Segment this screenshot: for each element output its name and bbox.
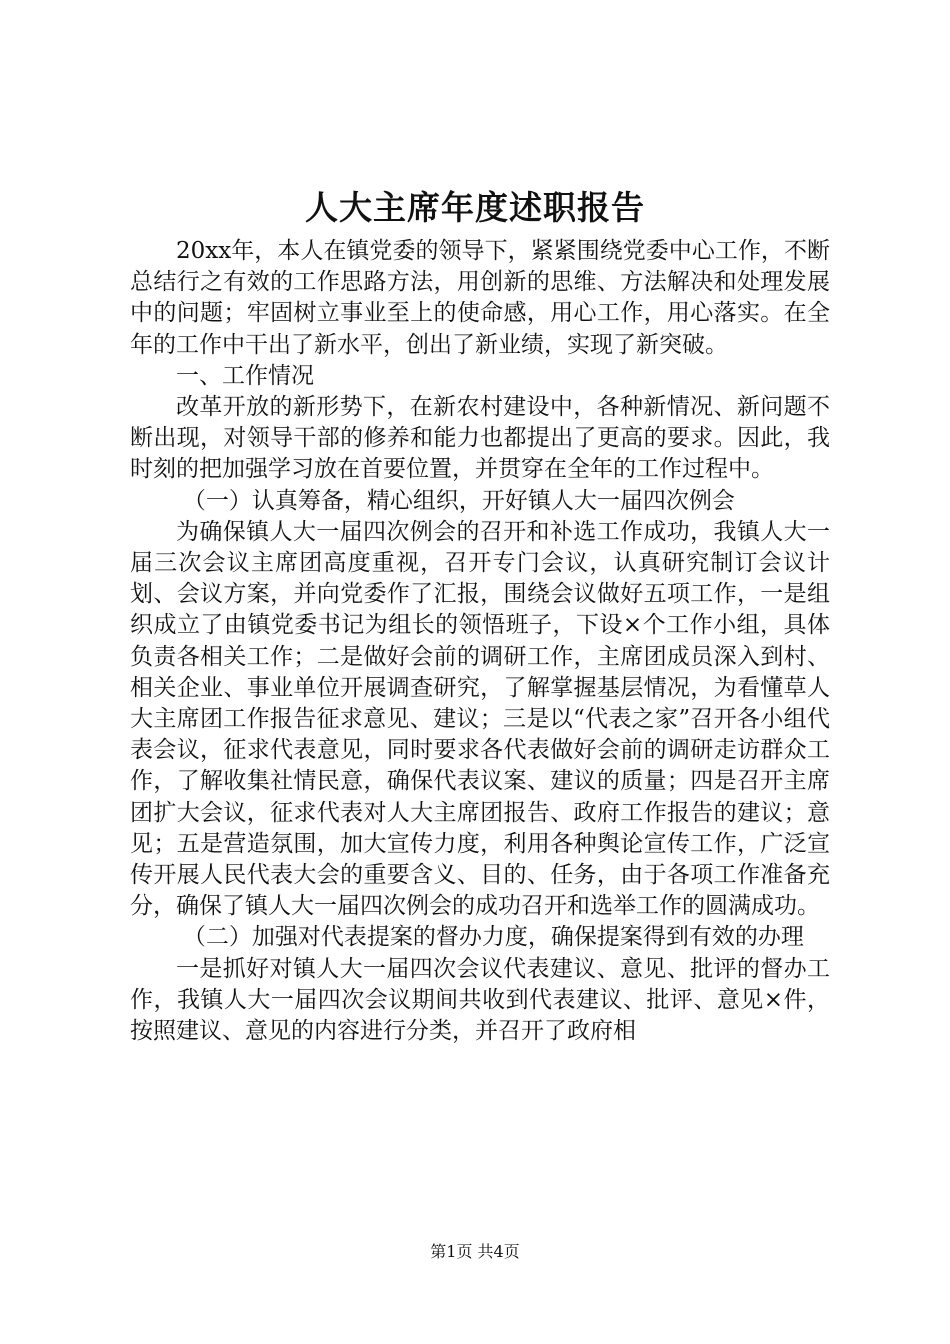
- document-title: 人大主席年度述职报告: [305, 188, 645, 227]
- subheading-one: （一）认真筹备，精心组织，开好镇人大一届四次例会: [182, 487, 735, 514]
- document-body: [130, 236, 830, 1047]
- paragraph-meeting: 为确保镇人大一届四次例会的召开和补选工作成功，我镇人大一届三次会议主席团高度重视，召开专门会议，认真研究制订会议计划、会议方案，并向党委作了汇报，围绕会议做好五项工作，一是组织成立了由镇党委书记为组长的领悟班子，下设×个工作小组，具体负责各相关工作；二是做好会前的调研工作，主席团成员深入到村、相关企业、事业单位开展调查研究，了解掌握基层情况，为看懂草人大主席团工作报告征求意见、建议；三是以“代表之家”召开各小组代表会议，征求代表意见，同时要求各代表做好会前的调研走访群众工作，了解收集社情民意，确保代表议案、建议的质量；四是召开主席团扩大会议，征求代表对人大主席团报告、政府工作报告的建议；意见；五是营造氛围，加大宣传力度，利用各种舆论宣传工作，广泛宣传开展人民代表大会的重要含义、目的、任务，由于各项工作准备充分，确保了镇人大一届四次例会的成功召开和选举工作的圆满成功。: [130, 518, 830, 920]
- heading-work-status: 一、工作情况: [176, 362, 314, 389]
- page-footer: 第1页 共4页: [430, 1242, 520, 1261]
- paragraph-study: 改革开放的新形势下，在新农村建设中，各种新情况、新问题不断出现，对领导干部的修养和能力也都提出了更高的要求。因此，我时刻的把加强学习放在首要位置，并贯穿在全年的工作过程中。: [130, 394, 830, 483]
- paragraph-supervision: 一是抓好对镇人大一届四次会议代表建议、意见、批评的督办工作，我镇人大一届四次会议期间共收到代表建议、批评、意见×件，按照建议、意见的内容进行分类，并召开了政府相: [130, 955, 830, 1045]
- subheading-two: （二）加强对代表提案的督办力度，确保提案得到有效的办理: [182, 924, 804, 951]
- paragraph-intro: 20xx年，本人在镇党委的领导下，紧紧围绕党委中心工作，不断总结行之有效的工作思路方法，用创新的思维、方法解决和处理发展中的问题；牢固树立事业至上的使命感，用心工作，用心落实。在全年的工作中干出了新水平，创出了新业绩，实现了新突破。: [130, 238, 830, 358]
